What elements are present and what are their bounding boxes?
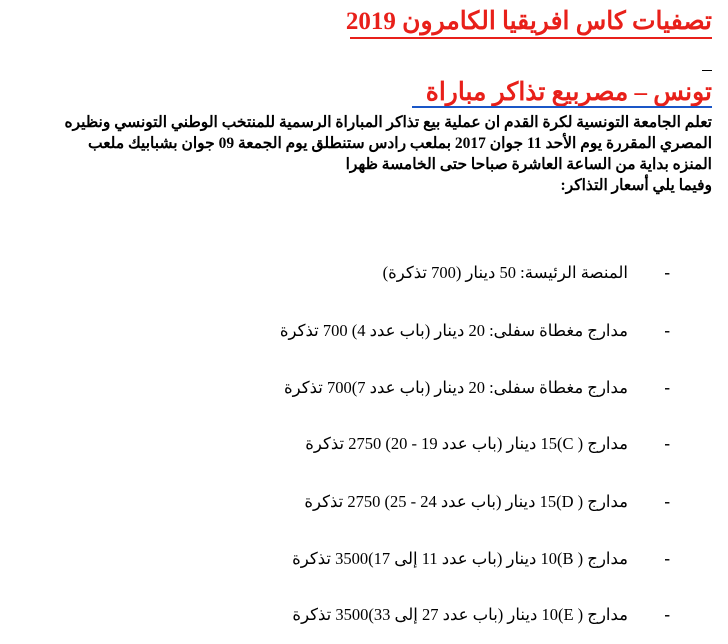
price-item-text: مدارج ( D)15 دينار (باب عدد 24 - 25) 2750 تذكرة bbox=[304, 492, 628, 511]
intro-line: المصري المقررة يوم الأحد 11 جوان 2017 بملعب رادس ستنطلق يوم الجمعة 09 جوان بشبابيك ملعب bbox=[87, 135, 712, 152]
list-item bbox=[200, 603, 670, 629]
price-item-text: مدارج ( C)15 دينار (باب عدد 19 - 20) 2750 تذكرة bbox=[305, 434, 628, 453]
bullet: - bbox=[664, 434, 670, 453]
list-item bbox=[200, 261, 670, 287]
list-item bbox=[200, 547, 670, 573]
intro-line: وفيما يلي أسعار التذاكر: bbox=[560, 177, 712, 194]
list-item bbox=[200, 490, 670, 516]
bullet: - bbox=[664, 378, 670, 397]
price-item-text: المنصة الرئيسة: 50 دينار (700 تذكرة) bbox=[382, 263, 628, 282]
intro-line: المنزه بداية من الساعة العاشرة صباحا حتى الخامسة ظهرا bbox=[345, 156, 712, 173]
bullet: - bbox=[664, 605, 670, 624]
list-item bbox=[200, 376, 670, 402]
price-item-text: مدارج مغطاة سفلى: 20 دينار (باب عدد 4) 700 تذكرة bbox=[279, 321, 628, 340]
price-item-text: مدارج مغطاة سفلى: 20 دينار (باب عدد 7)700 تذكرة bbox=[284, 378, 628, 397]
list-item bbox=[200, 319, 670, 345]
bullet: - bbox=[664, 549, 670, 568]
subtitle: تونس – مصربيع تذاكر مباراة bbox=[425, 79, 712, 106]
bullet: - bbox=[664, 263, 670, 282]
price-item-text: مدارج ( E)10 دينار (باب عدد 27 إلى 33)3500 تذكرة bbox=[292, 605, 628, 624]
main-title: تصفيات كاس افريقيا الكامرون 2019 bbox=[345, 8, 712, 35]
bullet: - bbox=[664, 492, 670, 511]
list-item bbox=[200, 432, 670, 458]
intro-line: تعلم الجامعة التونسية لكرة القدم ان عملية بيع تذاكر المباراة الرسمية للمنتخب الوطني التونسي ونظيره bbox=[64, 114, 712, 131]
price-item-text: مدارج ( B)10 دينار (باب عدد 11 إلى 17)3500 تذكرة bbox=[292, 549, 628, 568]
bullet: - bbox=[664, 321, 670, 340]
